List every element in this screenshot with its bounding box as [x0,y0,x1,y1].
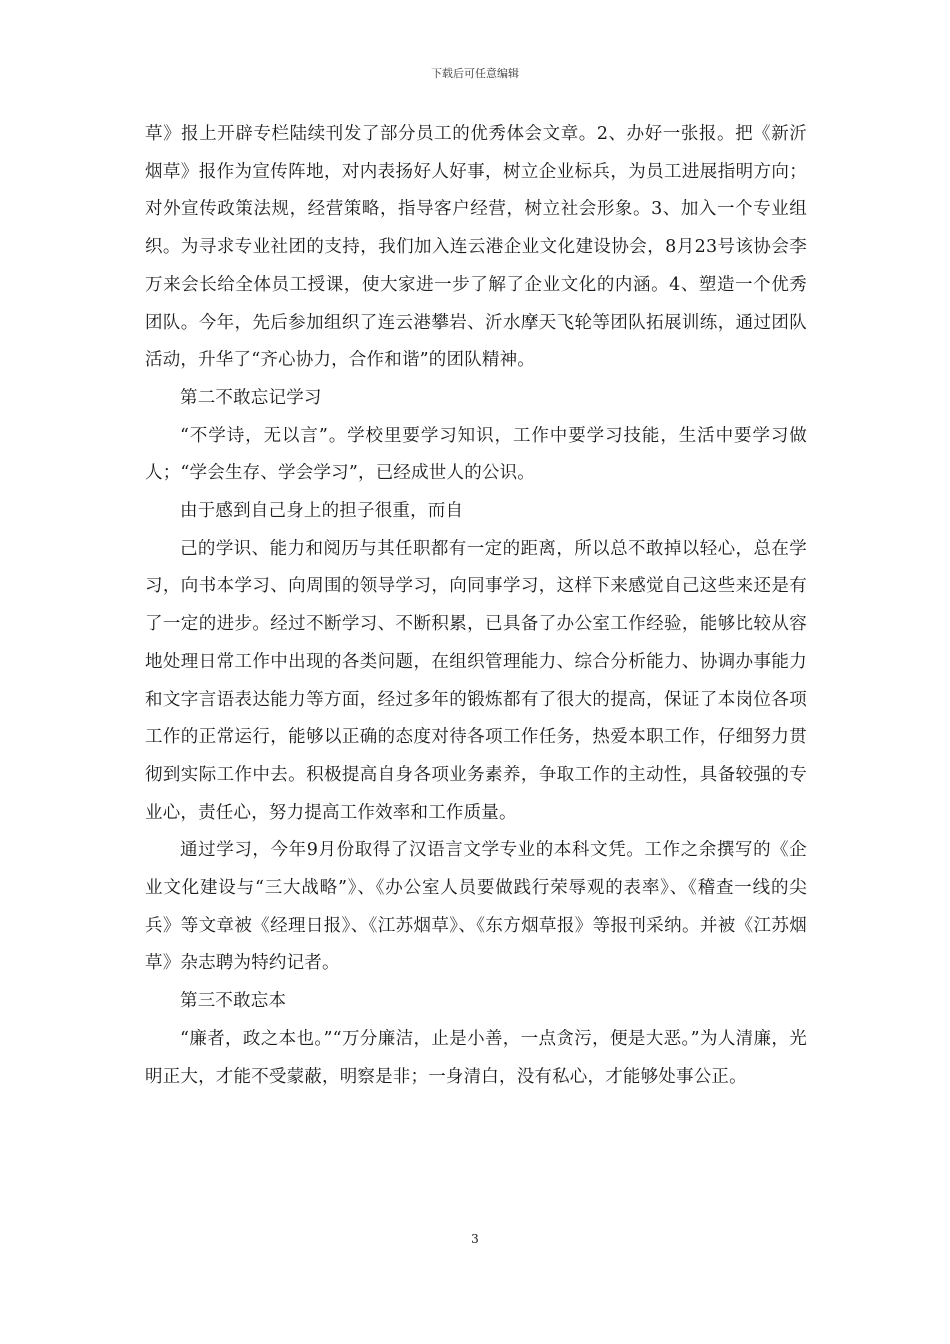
document-body [145,116,807,1096]
page-header: 下载后可任意编辑 [431,67,519,80]
paragraph-study-achievements: 通过学习，今年9月份取得了汉语言文学专业的本科文凭。工作之余撰写的《企业文化建设与“三大战略”》、《办公室人员要做践行荣辱观的表率》、《稽查一线的尖兵》等文章被《经理日报》、《江苏烟草》、《东方烟草报》等报刊采纳。并被《江苏烟草》杂志聘为特约记者。 [145,840,807,974]
paragraph-study-quote: “不学诗，无以言”。学校里要学习知识，工作中要学习技能，生活中要学习做人；“学会生存、学会学习”，已经成世人的公识。 [145,425,807,484]
paragraph-study-progress: 己的学识、能力和阅历与其任职都有一定的距离，所以总不敢掉以轻心，总在学习，向书本学习、向周围的领导学习，向同事学习，这样下来感觉自己这些来还是有了一定的进步。经过不断学习、不断积累，已具备了办公室工作经验，能够比较从容地处理日常工作中出现的各类问题，在组织管理能力、综合分析能力、协调办事能力和文字言语表达能力等方面，经过多年的锻炼都有了很大的提高，保证了本岗位各项工作的正常运行，能够以正确的态度对待各项工作任务，热爱本职工作，仔细努力贯彻到实际工作中去。积极提高自身各项业务素养，争取工作的主动性，具备较强的专业心，责任心，努力提高工作效率和工作质量。 [145,538,807,823]
page-number: 3 [471,1232,479,1246]
section-heading-integrity: 第三不敢忘本 [180,991,287,1012]
paragraph-study-burden: 由于感到自己身上的担子很重，而自 [180,501,464,522]
paragraph-culture-activities: 草》报上开辟专栏陆续刊发了部分员工的优秀体会文章。2、办好一张报。把《新沂烟草》报作为宣传阵地，对内表扬好人好事，树立企业标兵，为员工进展指明方向；对外宣传政策法规，经营策略，指导客户经营，树立社会形象。3、加入一个专业组织。为寻求专业社团的支持，我们加入连云港企业文化建设协会，8月23号该协会李万来会长给全体员工授课，使大家进一步了解了企业文化的内涵。4、塑造一个优秀团队。今年，先后参加组织了连云港攀岩、沂水摩天飞轮等团队拓展训练，通过团队活动，升华了“齐心协力，合作和谐”的团队精神。 [145,124,807,371]
section-heading-study: 第二不敢忘记学习 [180,387,322,408]
paragraph-integrity-quote: “廉者，政之本也。”“万分廉洁，止是小善，一点贪污，便是大恶。”为人清廉，光明正大，才能不受蒙蔽，明察是非；一身清白，没有私心，才能够处事公正。 [145,1028,807,1087]
